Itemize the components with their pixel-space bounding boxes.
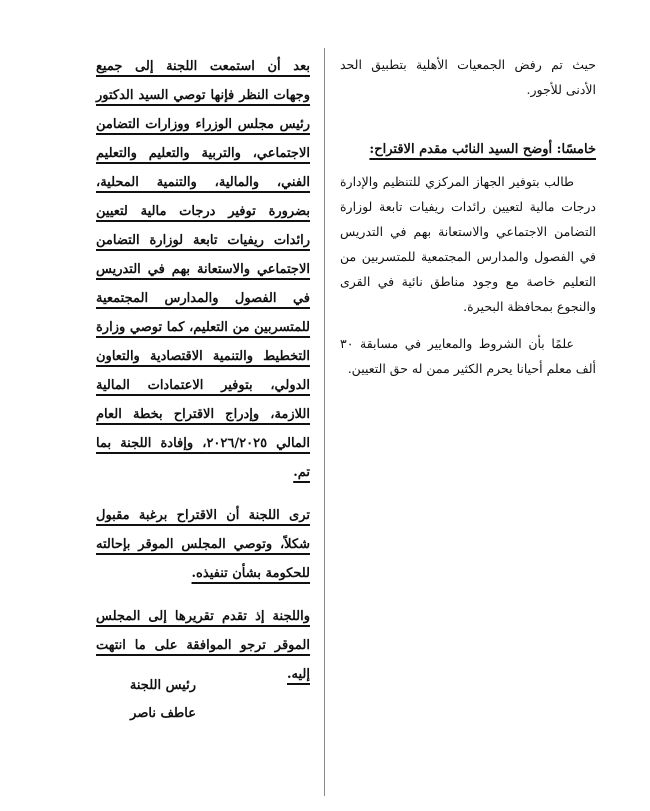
section-heading-text: خامسًا: أوضح السيد النائب مقدم الاقتراح: [369, 142, 596, 157]
recommendation-text: بعد أن استمعت اللجنة إلى جميع وجهات النظر فإنها توصي السيد الدكتور رئيس مجلس الوزراء ووزارات التضامن الاجتماعي، والتربية والتعليم والتعليم الفني، والمالية، والتنمية المحلية، بضرورة توفير درجات مالية لتعيين رائدات ريفيات تابعة لوزارة التضامن الاجتماعي والاستعانة بهم في التدريس في الفصول والمدارس المجتمعية للمتسربين من التعليم، كما توصي وزارة التخطيط والتنمية الاقتصادية والتعاون الدولي، بتوفير الاعتمادات المالية اللازمة، وإدراج الاقتراح بخطة العام المالي ٢٠٢٦/٢٠٢٥، وإفادة اللجنة بما تم. [96, 59, 310, 480]
committee-view-paragraph [96, 501, 310, 588]
left-column [96, 52, 310, 689]
recommendation-paragraph [96, 52, 310, 487]
column-divider [324, 48, 325, 796]
committee-view-text: ترى اللجنة أن الاقتراح برغبة مقبول شكلاً، وتوصي المجلس الموقر بإحالته للحكومة بشأن تنفيذه. [96, 508, 310, 581]
closing-text: واللجنة إذ تقدم تقريرها إلى المجلس الموقر ترجو الموافقة على ما انتهت إليه. [96, 609, 310, 682]
proposal-paragraph: طالب بتوفير الجهاز المركزي للتنظيم والإدارة درجات مالية لتعيين رائدات ريفيات تابعة لوزارة التضامن الاجتماعي والاستعانة بهم في التدريس في الفصول والمدارس المجتمعية للمتسربين من التعليم خاصة مع وجود مناطق نائية في القرى والنجوع بمحافظة البحيرة. [340, 174, 596, 314]
intro-paragraph: حيث تم رفض الجمعيات الأهلية بتطبيق الحد الأدنى للأجور. [340, 57, 596, 97]
right-column [340, 52, 596, 381]
conditions-paragraph: علمًا بأن الشروط والمعايير في مسابقة ٣٠ ألف معلم أحيانا يحرم الكثير ممن له حق التعيين. [340, 336, 596, 376]
signature-block [96, 672, 196, 728]
signature-name: عاطف ناصر [130, 706, 196, 721]
section-heading [340, 136, 596, 163]
signature-title: رئيس اللجنة [129, 678, 196, 693]
